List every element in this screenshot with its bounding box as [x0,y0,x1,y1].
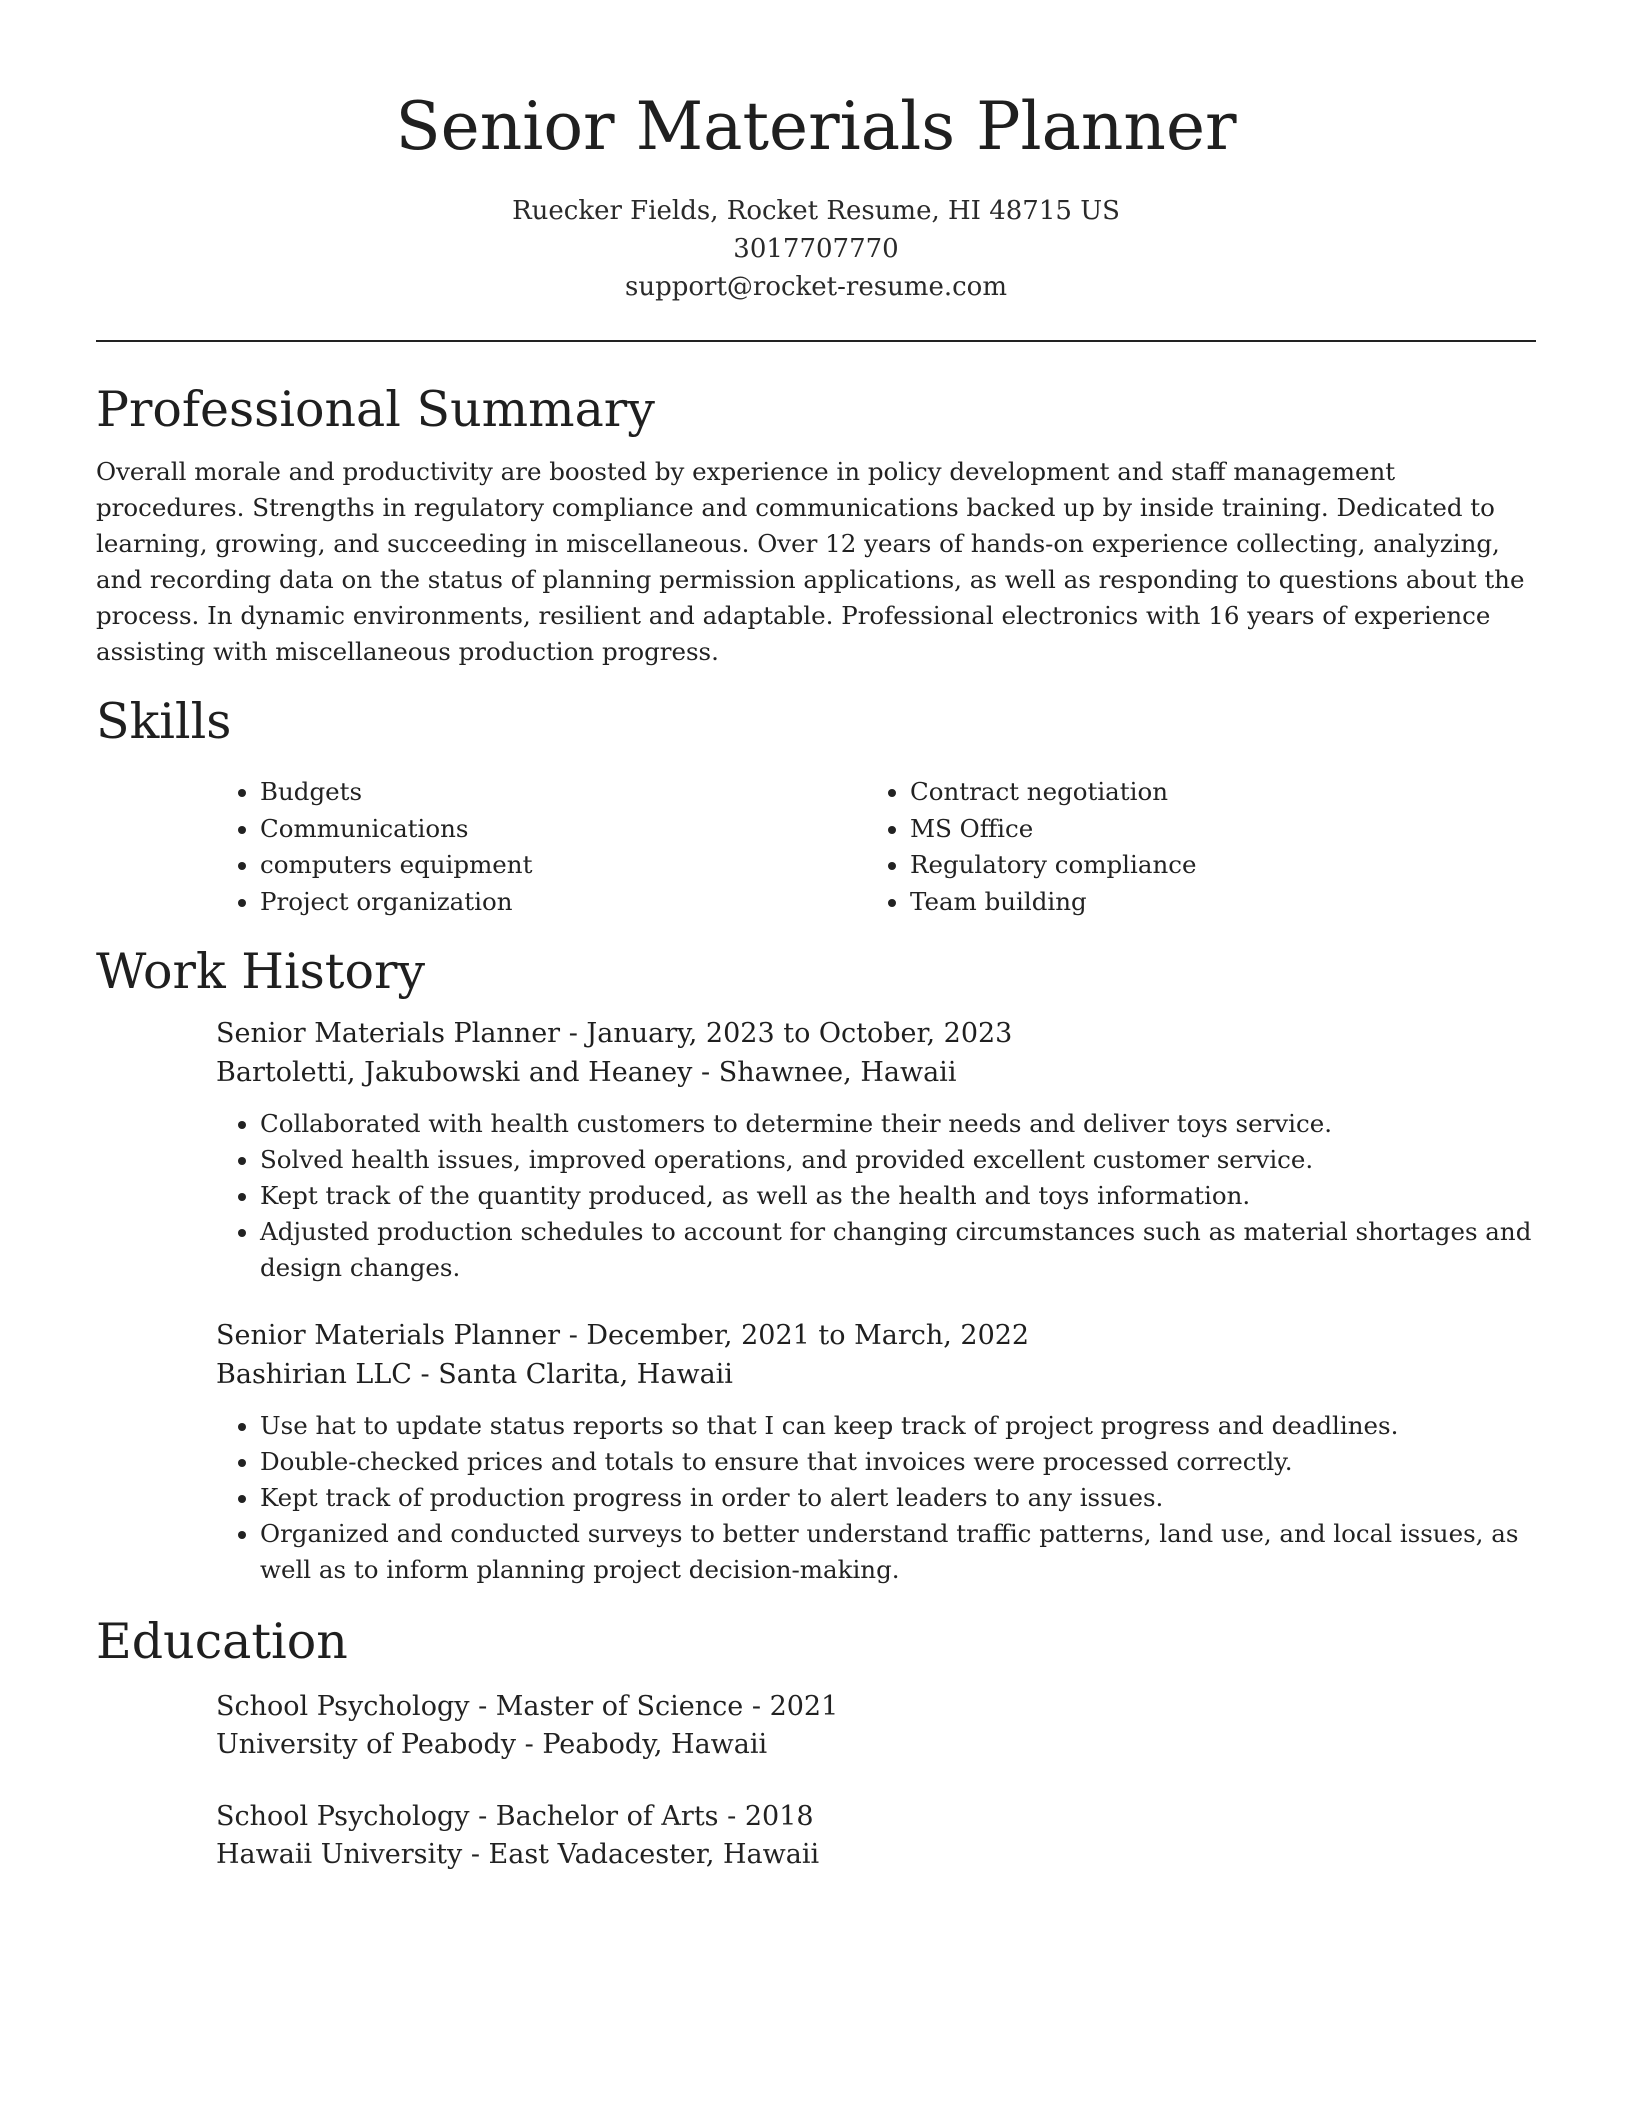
education-section [96,1610,1536,1874]
job-dates: - January, 2023 to October, 2023 [568,1018,1013,1049]
list-item: • Contract negotiation [910,774,1516,811]
list-item: • Solved health issues, improved operations, and provided excellent customer service. [260,1142,1536,1178]
list-item: • MS Office [910,811,1516,848]
job-company: Bashirian LLC [216,1359,412,1390]
degree-line [216,1688,1536,1726]
degree-year: - 2021 [751,1691,839,1722]
job-role: Senior Materials Planner [216,1018,561,1049]
job-company: Bartoletti, Jakubowski and Heaney [216,1057,693,1088]
list-item: • computers equipment [260,847,866,884]
list-item: • Regulatory compliance [910,847,1516,884]
summary-text: Overall morale and productivity are boosted by experience in policy development and staff management procedures. Strengths in regulatory compliance and communications backed up by inside training. Dedicated to learning, growing, and succeeding in miscellaneous. Over 12 years of hands-on experience collecting, analyzing, and recording data on the status of planning permission applications, as well as responding to questions about the process. In dynamic environments, resilient and adaptable. Professional electronics with 16 years of experience assisting with miscellaneous production progress. [96,457,1525,666]
list-item: • Kept track of production progress in order to alert leaders to any issues. [260,1480,1536,1516]
job-company-line [216,1053,1536,1092]
summary-heading: Professional Summary [96,381,655,438]
job-location: - Santa Clarita, Hawaii [420,1359,733,1390]
address-line: Ruecker Fields, Rocket Resume, HI 48715 US [512,196,1120,226]
degree-type: - Master of Science [478,1691,744,1722]
job-entry [216,1014,1536,1286]
header-divider [96,340,1536,342]
list-item: • Communications [260,811,866,848]
school-line [216,1836,1536,1874]
degree-year: - 2018 [727,1801,814,1832]
skills-list-left [216,774,866,920]
job-bullets [216,1408,1536,1588]
list-item: • Budgets [260,774,866,811]
skills-list-right [866,774,1516,920]
education-heading: Education [96,1613,348,1670]
job-bullets [216,1106,1536,1286]
skills-section [96,690,1536,920]
list-item: • Collaborated with health customers to determine their needs and deliver toys service. [260,1106,1536,1142]
degree-field: School Psychology [216,1691,470,1722]
list-item: • Organized and conducted surveys to better understand traffic patterns, land use, and local issues, as well as to inform planning project decision-making. [260,1516,1536,1588]
phone-line: 3017707770 [733,234,899,264]
contact-block [96,192,1536,306]
school-location: - Peabody, Hawaii [524,1729,768,1760]
list-item: • Project organization [260,884,866,921]
list-item: • Use hat to update status reports so that I can keep track of project progress and deadlines. [260,1408,1536,1444]
skills-columns [216,774,1536,920]
degree-type: - Bachelor of Arts [478,1801,719,1832]
page-title: Senior Materials Planner [395,88,1237,165]
job-entry [216,1316,1536,1588]
list-item: • Kept track of the quantity produced, as well as the health and toys information. [260,1178,1536,1214]
job-dates: - December, 2021 to March, 2022 [568,1320,1030,1351]
email-line: support@rocket-resume.com [624,272,1007,302]
list-item: • Team building [910,884,1516,921]
resume-header [96,0,1536,306]
list-item: • Double-checked prices and totals to ensure that invoices were processed correctly. [260,1444,1536,1480]
job-title-line [216,1014,1536,1053]
job-location: - Shawnee, Hawaii [701,1057,957,1088]
school-name: University of Peabody [216,1729,517,1760]
school-location: - East Vadacester, Hawaii [470,1839,820,1870]
education-entry [216,1798,1536,1874]
school-name: Hawaii University [216,1839,463,1870]
degree-field: School Psychology [216,1801,470,1832]
job-company-line [216,1355,1536,1394]
education-entry [216,1688,1536,1764]
work-heading: Work History [96,943,426,1000]
job-header [216,1014,1536,1092]
job-header [216,1316,1536,1394]
job-role: Senior Materials Planner [216,1320,561,1351]
job-title-line [216,1316,1536,1355]
summary-section [96,378,1536,670]
list-item: • Adjusted production schedules to account for changing circumstances such as material shortages and design changes. [260,1214,1536,1286]
work-section [96,940,1536,1588]
degree-line [216,1798,1536,1836]
school-line [216,1726,1536,1764]
skills-heading: Skills [96,693,232,750]
